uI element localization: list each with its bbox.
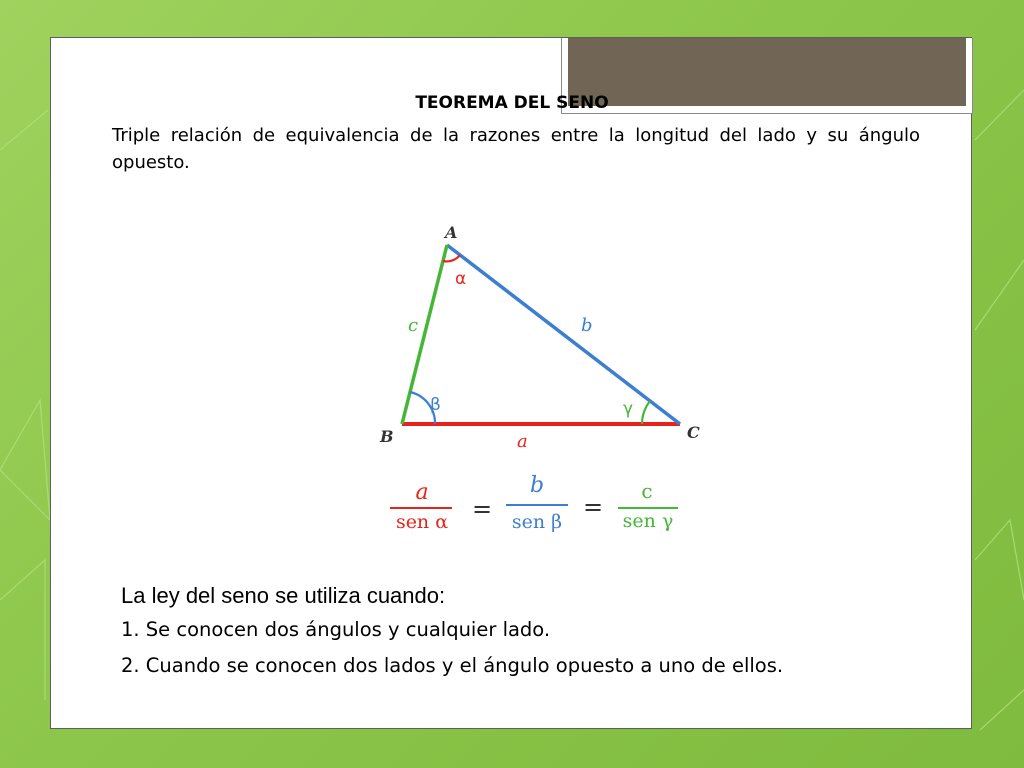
side-b-line — [447, 245, 680, 424]
sine-law-formula — [390, 473, 678, 533]
term2-numerator: b — [529, 473, 545, 498]
vertex-c-label: C — [687, 423, 700, 442]
usage-item-2: 2. Cuando se conocen dos lados y el ángulo opuesto a uno de ellos. — [121, 654, 784, 677]
vertex-b-label: B — [380, 427, 394, 446]
term1-denominator: sen α — [395, 511, 449, 533]
equals-sign-2: = — [582, 493, 604, 521]
angle-beta-label: β — [430, 395, 441, 415]
side-a-label: a — [517, 431, 528, 452]
term3-numerator: c — [641, 479, 653, 503]
angle-alpha-label: α — [455, 269, 467, 289]
usage-section — [121, 580, 961, 684]
angle-gamma-label: γ — [623, 399, 634, 419]
usage-title: La ley del seno se utiliza cuando: — [121, 583, 446, 608]
angle-gamma-arc — [642, 401, 650, 424]
intro-text: Triple relación de equivalencia de la razones entre la longitud del lado y su ángulo opuesto. — [112, 125, 920, 173]
term3-denominator: sen γ — [622, 510, 674, 532]
side-b-label: b — [581, 315, 593, 336]
side-c-label: c — [408, 315, 419, 336]
slide-heading: TEOREMA DEL SENO — [415, 93, 609, 113]
triangle-diagram — [360, 212, 720, 547]
triangle-figure — [360, 212, 720, 547]
vertex-a-label: A — [445, 223, 458, 242]
term2-denominator: sen β — [511, 511, 563, 533]
usage-item-1: 1. Se conocen dos ángulos y cualquier lado. — [121, 618, 551, 641]
term1-numerator: a — [415, 480, 429, 505]
equals-sign-1: = — [471, 495, 493, 523]
